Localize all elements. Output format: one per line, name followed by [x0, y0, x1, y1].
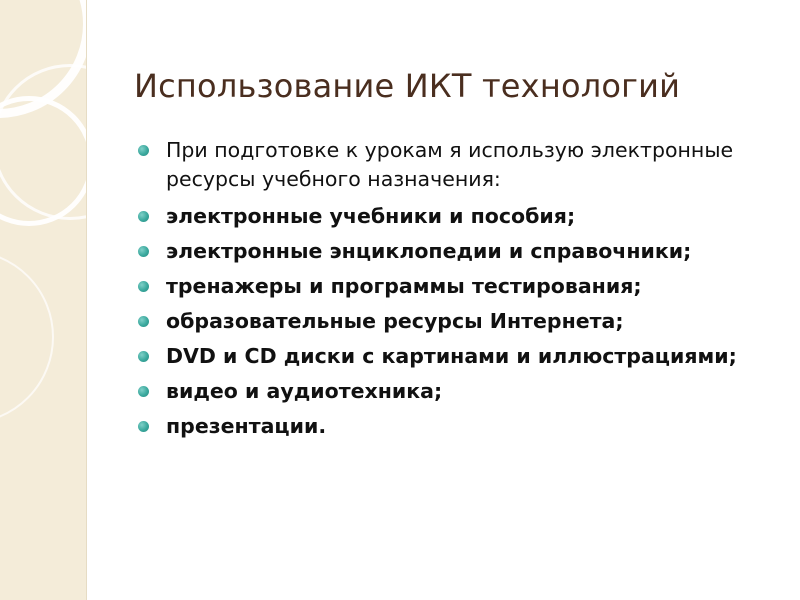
bullet-dot-icon [138, 316, 149, 327]
bullet-item [136, 342, 776, 371]
bullet-dot-icon [138, 246, 149, 257]
bullet-text: При подготовке к урокам я использую электронные ресурсы учебного назначения: [166, 138, 734, 191]
bullet-item [136, 307, 776, 336]
bullet-item [136, 237, 776, 266]
bullet-dot-icon [138, 281, 149, 292]
bullet-dot-icon [138, 211, 149, 222]
decorative-ring [0, 96, 86, 226]
decorative-ring [0, 250, 54, 424]
bullet-text: электронные энциклопедии и справочники; [166, 239, 692, 263]
bullet-item [136, 412, 776, 441]
bullet-text: DVD и CD диски с картинами и иллюстрациями; [166, 344, 737, 368]
bullet-dot-icon [138, 145, 149, 156]
bullet-text: презентации. [166, 414, 327, 438]
bullet-text: тренажеры и программы тестирования; [166, 274, 642, 298]
bullet-dot-icon [138, 421, 149, 432]
slide-title: Использование ИКТ технологий [134, 67, 681, 106]
bullet-item [136, 136, 776, 194]
bullet-dot-icon [138, 386, 149, 397]
bullet-text: электронные учебники и пособия; [166, 204, 576, 228]
bullet-dot-icon [138, 351, 149, 362]
band-divider [86, 0, 87, 600]
bullet-text: образовательные ресурсы Интернета; [166, 309, 624, 333]
decorative-side-band [0, 0, 86, 600]
bullet-item [136, 377, 776, 406]
bullet-text: видео и аудиотехника; [166, 379, 443, 403]
bullet-list [136, 136, 776, 447]
bullet-item [136, 272, 776, 301]
bullet-item [136, 202, 776, 231]
